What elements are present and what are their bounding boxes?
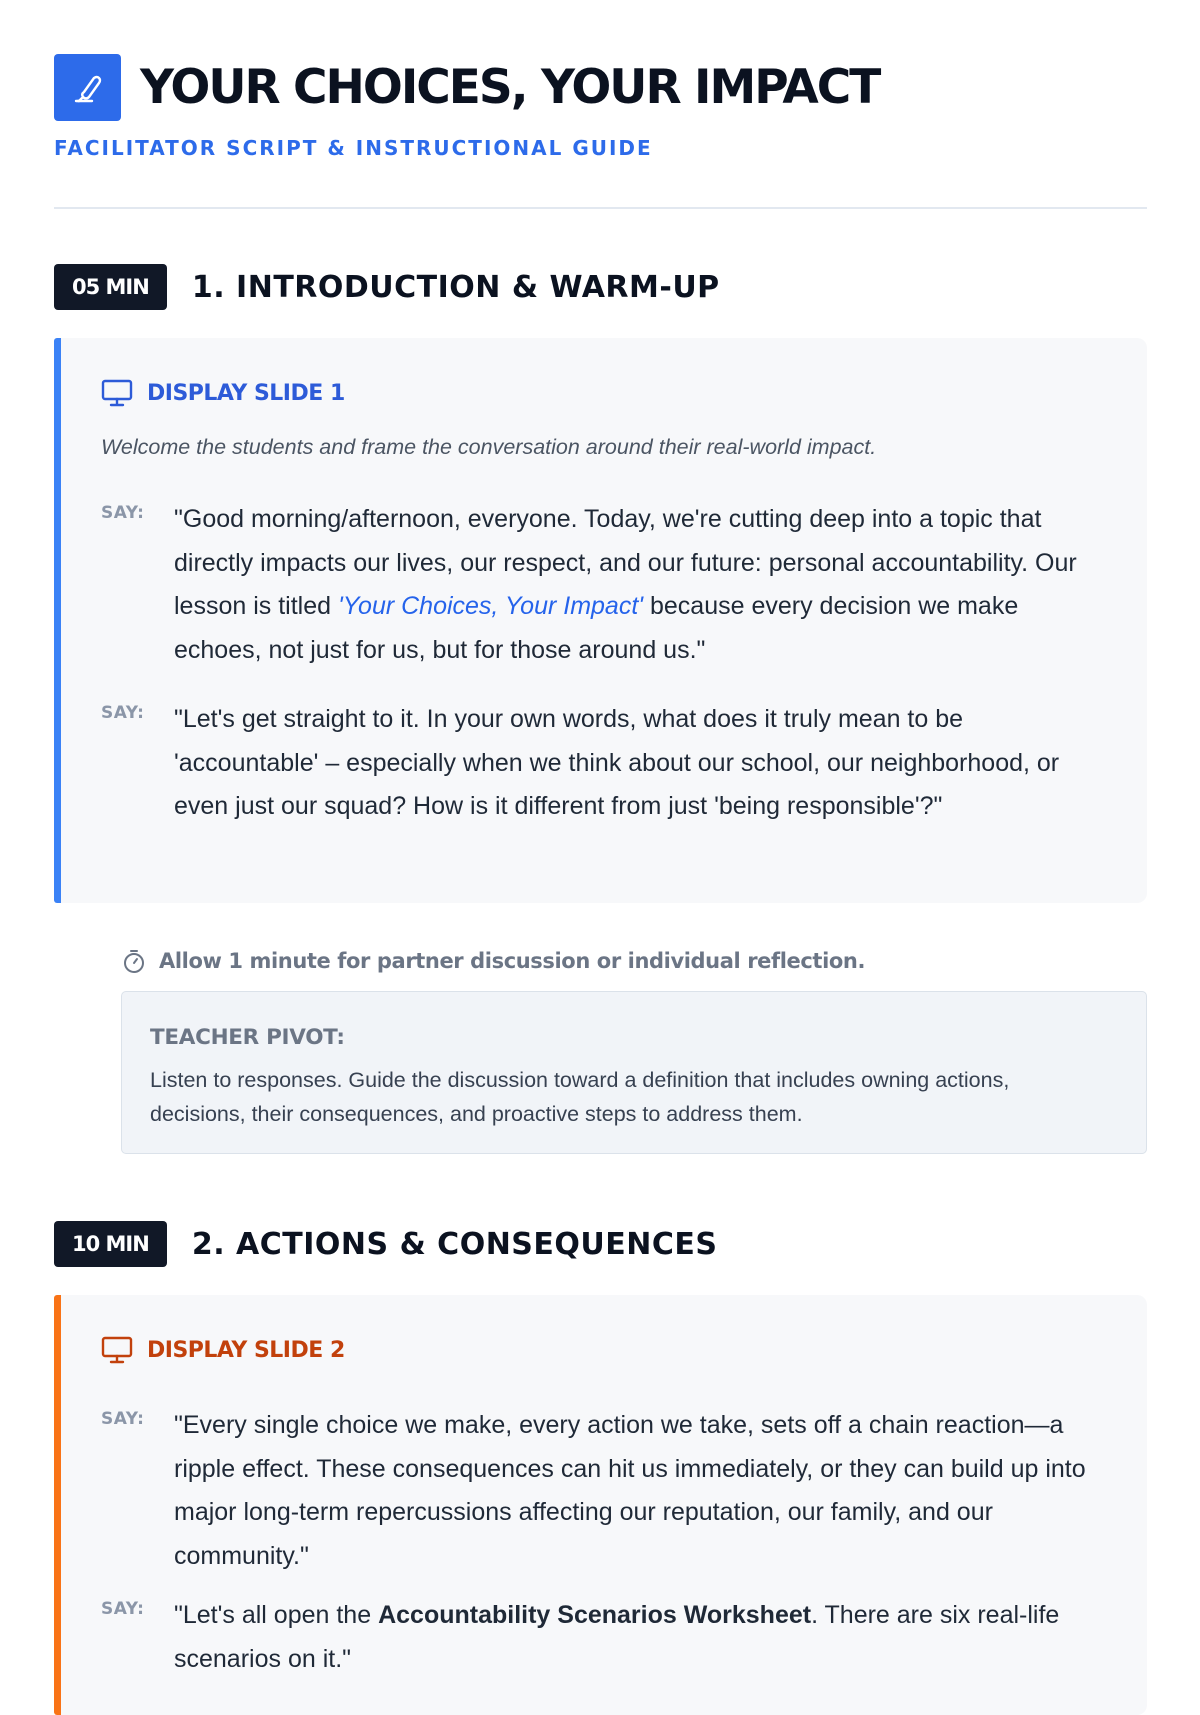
say-tag: SAY: [101, 1409, 145, 1429]
page-subtitle: FACILITATOR SCRIPT & INSTRUCTIONAL GUIDE [54, 136, 653, 160]
section-title: 2. ACTIONS & CONSEQUENCES [191, 1226, 718, 1262]
say-block [101, 1409, 1111, 1589]
slide-card [54, 1295, 1147, 1715]
say-block [101, 503, 1111, 683]
slide-card [54, 338, 1147, 903]
teacher-pivot-box [121, 991, 1147, 1154]
slide-label [101, 378, 345, 408]
slide-label-text: DISPLAY SLIDE 1 [147, 380, 345, 406]
say-block [101, 1599, 1111, 1673]
lesson-title-highlight: 'Your Choices, Your Impact' [337, 592, 644, 620]
say-text: "Let's all open the Accountability Scenarios Worksheet. There are six real-life scenarios on it." [174, 1601, 1060, 1673]
slide-note: Welcome the students and frame the conversation around their real-world impact. [101, 435, 877, 459]
say-tag: SAY: [101, 1599, 145, 1619]
say-text: "Let's get straight to it. In your own words, what does it truly mean to be 'accountable' – especially when we think about our school, our neighborhood, or even just our squad? How is it different from just 'being responsible'?" [174, 705, 1060, 820]
section-header [54, 1220, 717, 1268]
section-header [54, 263, 720, 311]
time-badge: 10 MIN [54, 1221, 167, 1267]
page-title: YOUR CHOICES, YOUR IMPACT [140, 60, 880, 115]
monitor-icon [101, 378, 133, 408]
header-divider [54, 207, 1147, 209]
pen-nib-icon [54, 54, 121, 121]
say-text: "Every single choice we make, every action we take, sets off a chain reaction—a ripple effect. These consequences can hit us immediately, or they can build up into major long-term repercussions affecting our reputation, our family, and our community." [174, 1411, 1086, 1570]
say-tag: SAY: [101, 703, 145, 723]
pivot-title: TEACHER PIVOT: [150, 1025, 345, 1050]
say-text: "Good morning/afternoon, everyone. Today, we're cutting deep into a topic that directly impacts our lives, our respect, and our future: personal accountability. Our lesson is titled 'Your Choices, Your Impact' because every decision we make echoes, not just for us, but for those around us." [174, 505, 1077, 664]
accent-bar [54, 338, 61, 903]
timer-text: Allow 1 minute for partner discussion or individual reflection. [159, 949, 866, 973]
pivot-text: Listen to responses. Guide the discussion toward a definition that includes owning actions, decisions, their consequences, and proactive steps to address them. [150, 1068, 1010, 1126]
monitor-icon [101, 1335, 133, 1365]
stopwatch-icon [122, 948, 146, 974]
accent-bar [54, 1295, 61, 1715]
slide-label-text: DISPLAY SLIDE 2 [147, 1337, 345, 1363]
section-title: 1. INTRODUCTION & WARM-UP [191, 269, 720, 305]
say-tag: SAY: [101, 503, 145, 523]
slide-label [101, 1335, 345, 1365]
timer-note [122, 948, 865, 974]
worksheet-name: Accountability Scenarios Worksheet [378, 1601, 812, 1629]
time-badge: 05 MIN [54, 264, 167, 310]
say-block [101, 703, 1111, 883]
